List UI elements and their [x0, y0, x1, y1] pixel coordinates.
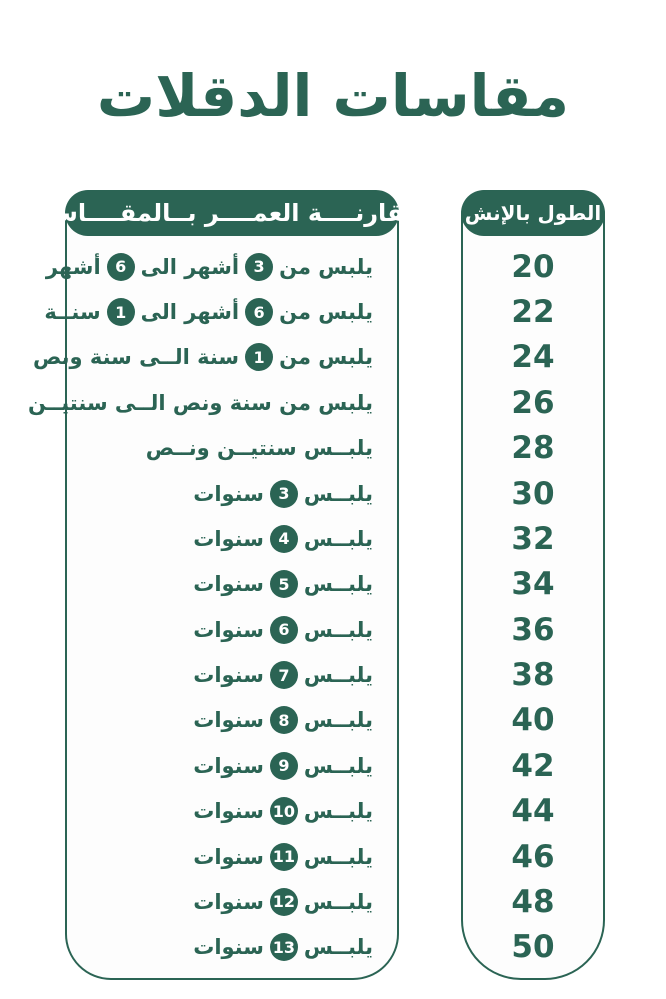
age-number-badge: 12	[270, 888, 298, 916]
length-value: 48	[511, 883, 555, 920]
age-text: سنة الــى سنة ونص	[32, 345, 240, 370]
age-text: يلبــس	[303, 481, 373, 506]
age-text: يلبس من سنة ونص الــى سنتيــن	[27, 390, 373, 415]
age-text: سنوات	[193, 481, 264, 506]
age-text: يلبــس سنتيــن ونــص	[145, 436, 373, 461]
length-value: 32	[511, 520, 555, 557]
length-value: 46	[511, 838, 555, 875]
age-text: سنوات	[193, 708, 264, 733]
age-text: يلبــس	[303, 663, 373, 688]
age-number-badge: 6	[245, 298, 273, 326]
length-value: 44	[511, 793, 555, 830]
age-row	[67, 652, 397, 697]
length-value: 22	[511, 294, 555, 331]
age-text: سنوات	[193, 526, 264, 551]
age-row	[45, 244, 397, 289]
age-row	[67, 789, 397, 834]
length-value: 40	[511, 702, 555, 739]
age-row	[67, 562, 397, 607]
length-value: 36	[511, 611, 555, 648]
age-number-badge: 5	[270, 570, 298, 598]
age-row	[67, 516, 397, 561]
age-text: أشهر الى	[140, 254, 240, 279]
age-row	[67, 879, 397, 924]
age-panel-header: مقارنــــة العمــــر بــالمقــــاس	[65, 190, 399, 236]
age-text: يلبــس	[303, 526, 373, 551]
age-text: يلبــس	[303, 753, 373, 778]
age-text: أشهر	[45, 254, 101, 279]
length-value: 50	[511, 929, 555, 966]
length-value: 30	[511, 475, 555, 512]
age-number-badge: 4	[270, 525, 298, 553]
age-row	[67, 426, 397, 471]
age-number-badge: 9	[270, 752, 298, 780]
length-value: 20	[511, 248, 555, 285]
age-row	[27, 380, 397, 425]
age-row	[67, 925, 397, 970]
age-text: يلبس من	[279, 300, 373, 325]
age-row	[44, 289, 397, 334]
age-number-badge: 8	[270, 706, 298, 734]
age-text: يلبس من	[279, 254, 373, 279]
age-row	[67, 607, 397, 652]
age-row	[67, 743, 397, 788]
page-title: مقاسات الدقلات	[96, 62, 570, 130]
age-row	[32, 335, 397, 380]
age-number-badge: 11	[270, 843, 298, 871]
age-text: سنوات	[193, 844, 264, 869]
age-number-badge: 1	[107, 298, 135, 326]
age-text: سنوات	[193, 889, 264, 914]
age-text: يلبــس	[303, 708, 373, 733]
age-row	[67, 471, 397, 516]
age-text: سنوات	[193, 753, 264, 778]
age-text: أشهر الى	[140, 300, 240, 325]
length-panel-header: الطول بالإنش	[461, 190, 605, 236]
age-row	[67, 698, 397, 743]
age-text: سنوات	[193, 572, 264, 597]
age-text: يلبس من	[279, 345, 373, 370]
age-text: سنــة	[44, 300, 101, 325]
age-text: يلبــس	[303, 889, 373, 914]
age-number-badge: 6	[270, 616, 298, 644]
age-row	[67, 834, 397, 879]
age-number-badge: 10	[270, 797, 298, 825]
age-text: يلبــس	[303, 572, 373, 597]
age-text: يلبــس	[303, 617, 373, 642]
age-number-badge: 7	[270, 661, 298, 689]
age-text: سنوات	[193, 663, 264, 688]
age-rows	[27, 244, 397, 970]
age-text: يلبــس	[303, 799, 373, 824]
length-value: 42	[511, 747, 555, 784]
age-text: يلبــس	[303, 844, 373, 869]
age-number-badge: 3	[245, 253, 273, 281]
length-value: 38	[511, 657, 555, 694]
length-value: 34	[511, 566, 555, 603]
length-inches-panel	[461, 190, 605, 980]
age-comparison-panel	[27, 190, 420, 980]
length-value: 28	[511, 430, 555, 467]
age-number-badge: 3	[270, 480, 298, 508]
length-value: 24	[511, 339, 555, 376]
age-number-badge: 13	[270, 933, 298, 961]
age-number-badge: 6	[107, 253, 135, 281]
age-text: سنوات	[193, 799, 264, 824]
age-text: سنوات	[193, 935, 264, 960]
age-text: سنوات	[193, 617, 264, 642]
length-value: 26	[511, 384, 555, 421]
length-rows	[463, 244, 603, 970]
age-number-badge: 1	[245, 343, 273, 371]
age-text: يلبــس	[303, 935, 373, 960]
